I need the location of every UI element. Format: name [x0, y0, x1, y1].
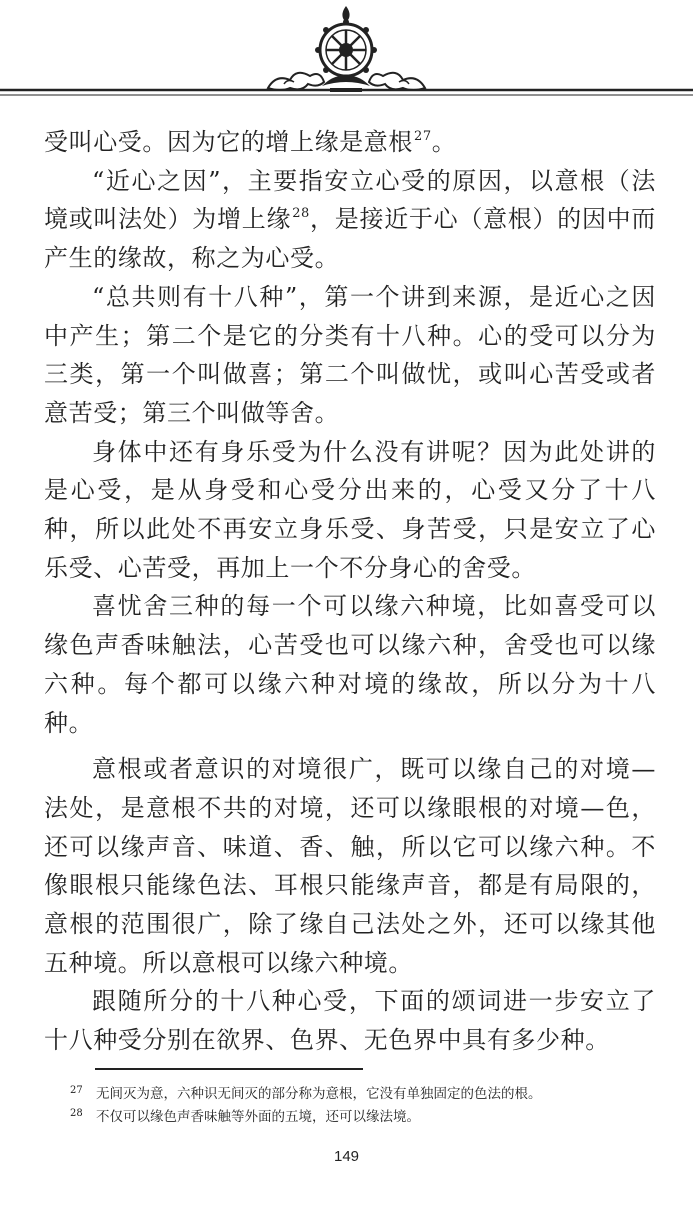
footnote-divider — [95, 1068, 363, 1070]
page-header — [0, 0, 693, 110]
paragraph-1: 受叫心受。因为它的增上缘是意根$^{27}$。 — [44, 128, 457, 156]
body-text — [44, 123, 656, 1060]
footnote-number: 27 — [70, 1085, 83, 1096]
paragraph-5: 喜忧舍三种的每一个可以缘六种境，比如喜受可以缘色声香味触法，心苦受也可以缘六种，舍受也可以缘六种。每个都可以缘六种对境的缘故，所以分为十八种。 — [44, 592, 656, 737]
footnotes — [70, 1083, 670, 1129]
paragraph-4: 身体中还有身乐受为什么没有讲呢？因为此处讲的是心受，是从身受和心受分出来的，心受又分了十八种，所以此处不再安立身乐受、身苦受，只是安立了心乐受、心苦受，再加上一个不分身心的舍受。 — [44, 437, 656, 582]
page-number: 149 — [333, 1148, 360, 1165]
footnote-ref-27[interactable]: 27 — [414, 129, 432, 144]
footnote-text: 无间灭为意，六种识无间灭的部分称为意根，它没有单独固定的色法的根。 — [96, 1086, 542, 1102]
footnote-27 — [70, 1083, 670, 1106]
footnote-28 — [70, 1106, 670, 1129]
footnote-text: 不仅可以缘色声香味触等外面的五境，还可以缘法境。 — [96, 1109, 420, 1125]
footnote-number: 28 — [70, 1108, 83, 1119]
paragraph-7: 跟随所分的十八种心受，下面的颂词进一步安立了十八种受分别在欲界、色界、无色界中具有多少种。 — [44, 987, 656, 1055]
paragraph-2: “近心之因”，主要指安立心受的原因，以意根（法境或叫法处）为增上缘$^{28}$，是接近于心（意根）的因中而产生的缘故，称之为心受。 — [44, 166, 656, 273]
footnote-ref-28[interactable]: 28 — [292, 206, 310, 222]
paragraph-3: “总共则有十八种”，第一个讲到来源，是近心之因中产生；第二个是它的分类有十八种。心的受可以分为三类，第一个叫做喜；第二个叫做忧，或叫心苦受或者意苦受；第三个叫做等舍。 — [44, 282, 656, 427]
dharma-wheel-icon — [0, 0, 693, 110]
paragraph-6: 意根或者意识的对境很广，既可以缘自己的对境—法处，是意根不共的对境，还可以缘眼根的对境—色，还可以缘声音、味道、香、触，所以它可以缘六种。不像眼根只能缘色法、耳根只能缘声音，都是有局限的，意根的范围很广，除了缘自己法处之外，还可以缘其他五种境。所以意根可以缘六种境。 — [44, 755, 656, 977]
